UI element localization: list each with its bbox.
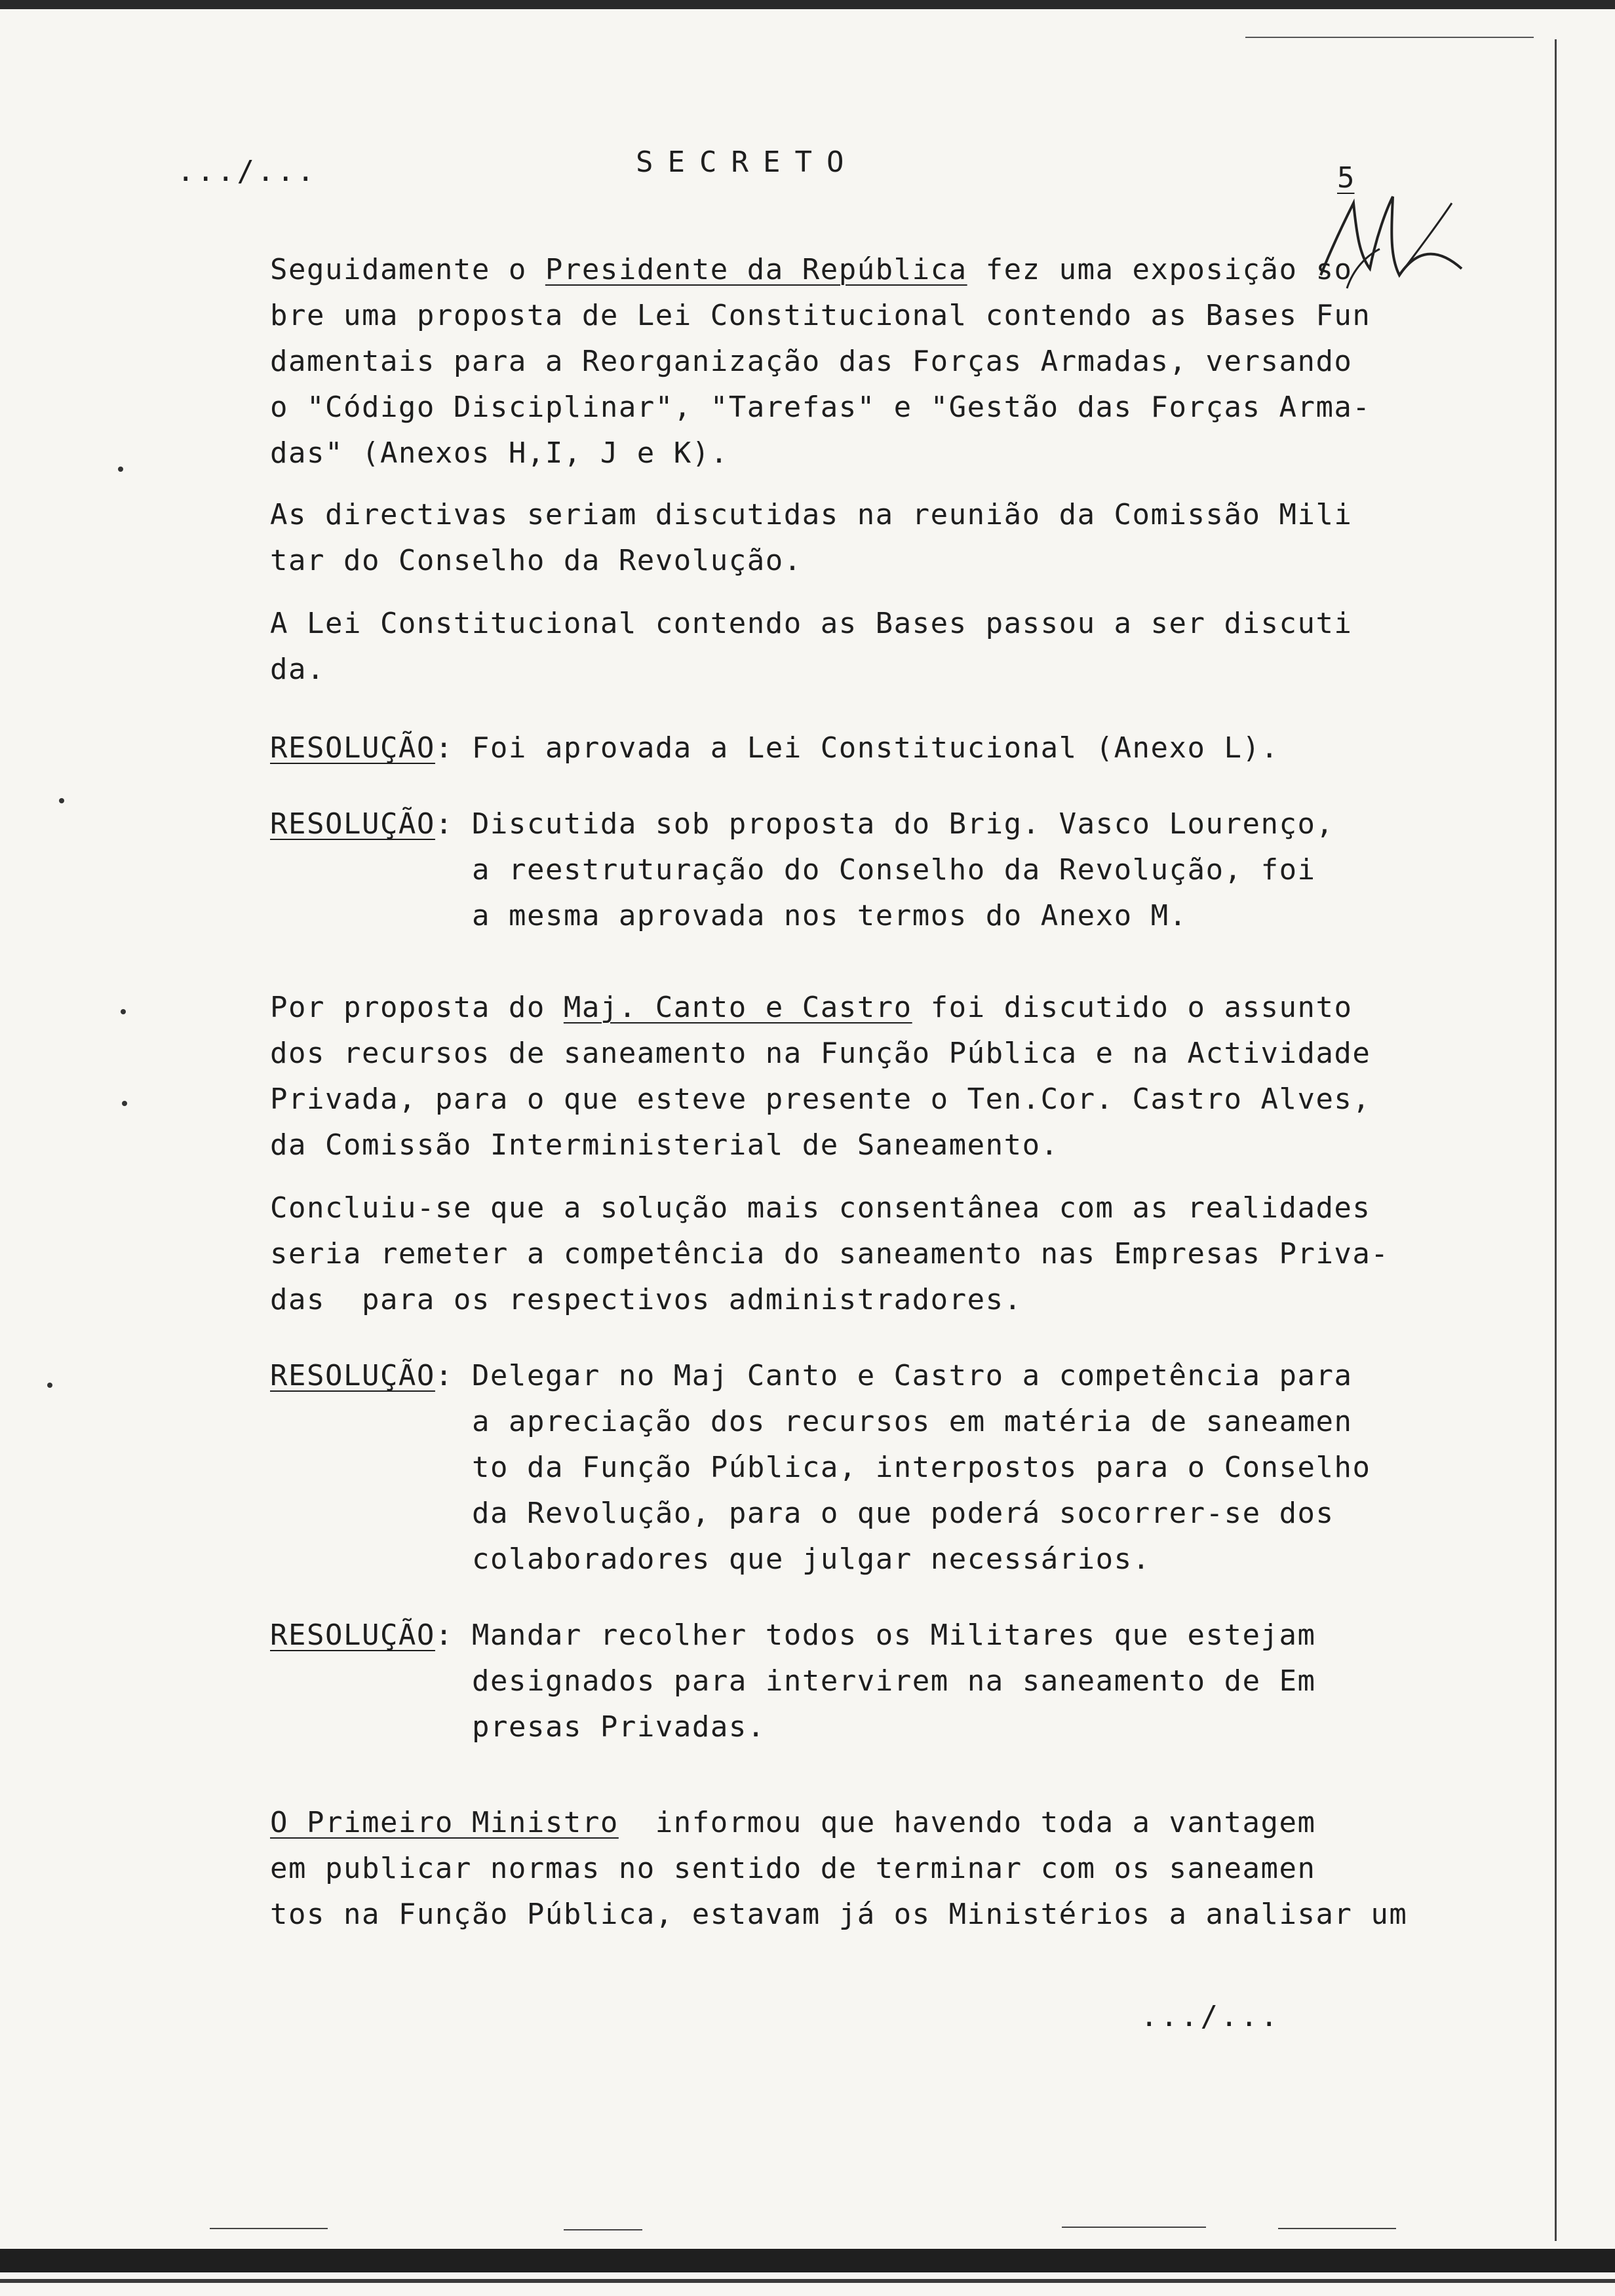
handwritten-initials	[1308, 177, 1465, 308]
text: foi discutido o assunto	[912, 991, 1353, 1024]
scan-border-bottom	[0, 2249, 1615, 2272]
paragraph-3-line-1: A Lei Constitucional contendo as Bases passou a ser discuti	[270, 607, 1353, 640]
paragraph-4-line-1	[270, 991, 1352, 1024]
paragraph-4-line-3: Privada, para o que esteve presente o Ten.Cor. Castro Alves,	[270, 1082, 1371, 1116]
paragraph-6-line-2: em publicar normas no sentido de terminar com os saneamen	[270, 1852, 1316, 1885]
paragraph-6-line-1	[270, 1806, 1315, 1839]
scan-rule	[564, 2229, 642, 2230]
primeiro-ministro-underline: O Primeiro Ministro	[270, 1806, 619, 1839]
resolution-1: RESOLUÇÃO: Foi aprovada a Lei Constitucional (Anexo L).	[270, 731, 1279, 765]
scan-rule	[210, 2228, 328, 2229]
resolution-3-line-5: colaboradores que julgar necessários.	[472, 1542, 1151, 1576]
page-number: 5	[1337, 161, 1355, 195]
resolution-text: Foi aprovada a Lei Constitucional (Anexo L).	[471, 731, 1279, 765]
paragraph-1-line-3: damentais para a Reorganização das Forças Armadas, versando	[270, 345, 1353, 378]
paragraph-2-line-1: As directivas seriam discutidas na reunião da Comissão Mili	[270, 498, 1353, 531]
text: Seguidamente o	[270, 253, 545, 286]
scan-border-bottom-thin	[0, 2279, 1615, 2283]
resolution-3-line-4: da Revolução, para o que poderá socorrer-se dos	[472, 1497, 1334, 1530]
paragraph-1-line-2: bre uma proposta de Lei Constitucional contendo as Bases Fun	[270, 299, 1371, 332]
resolution-text: Delegar no Maj Canto e Castro a competência para	[471, 1359, 1353, 1392]
maj-canto-underline: Maj. Canto e Castro	[563, 991, 912, 1024]
resolution-text: Discutida sob proposta do Brig. Vasco Lourenço,	[471, 807, 1334, 841]
resolution-label: RESOLUÇÃO	[270, 731, 435, 765]
resolution-text: Mandar recolher todos os Militares que estejam	[471, 1618, 1316, 1652]
scan-rule	[1278, 2228, 1396, 2229]
scan-border-right	[1555, 39, 1557, 2241]
text: Por proposta do	[270, 991, 564, 1024]
resolution-label: RESOLUÇÃO	[270, 1359, 435, 1392]
resolution-label: RESOLUÇÃO	[270, 1618, 435, 1652]
resolution-label: RESOLUÇÃO	[270, 807, 435, 841]
resolution-4: RESOLUÇÃO: Mandar recolher todos os Militares que estejam	[270, 1618, 1316, 1652]
paragraph-5-line-3: das para os respectivos administradores.	[270, 1283, 1022, 1316]
top-rule	[1245, 37, 1534, 38]
scan-speck	[121, 1009, 126, 1014]
resolution-2-line-3: a mesma aprovada nos termos do Anexo M.	[472, 899, 1188, 932]
continuation-marker-top: .../...	[177, 155, 317, 188]
paragraph-2-line-2: tar do Conselho da Revolução.	[270, 544, 802, 577]
paragraph-4-line-4: da Comissão Interministerial de Saneamento.	[270, 1128, 1059, 1162]
scan-border-top	[0, 0, 1615, 9]
paragraph-3-line-2: da.	[270, 653, 325, 686]
paragraph-1-line-4: o "Código Disciplinar", "Tarefas" e "Gestão das Forças Arma-	[270, 391, 1371, 424]
resolution-4-line-3: presas Privadas.	[472, 1710, 766, 1744]
text: fez uma exposição so	[967, 253, 1353, 286]
scan-speck	[122, 1101, 127, 1106]
scan-speck	[47, 1383, 52, 1388]
scan-speck	[118, 467, 123, 472]
paragraph-6-line-3: tos na Função Pública, estavam já os Ministérios a analisar um	[270, 1898, 1408, 1931]
paragraph-4-line-2: dos recursos de saneamento na Função Pública e na Actividade	[270, 1037, 1371, 1070]
resolution-2-line-2: a reestruturação do Conselho da Revolução, foi	[472, 853, 1316, 887]
scan-rule	[1062, 2227, 1206, 2228]
resolution-3: RESOLUÇÃO: Delegar no Maj Canto e Castro a competência para	[270, 1359, 1353, 1392]
paragraph-1-line-1	[270, 253, 1352, 286]
resolution-3-line-3: to da Função Pública, interpostos para o Conselho	[472, 1451, 1371, 1484]
paragraph-5-line-2: seria remeter a competência do saneamento nas Empresas Priva-	[270, 1237, 1390, 1271]
resolution-2: RESOLUÇÃO: Discutida sob proposta do Brig. Vasco Lourenço,	[270, 807, 1334, 841]
scan-speck	[59, 798, 64, 803]
presidente-underline: Presidente da República	[545, 253, 967, 286]
text: informou que havendo toda a vantagem	[618, 1806, 1316, 1839]
paragraph-5-line-1: Concluiu-se que a solução mais consentânea com as realidades	[270, 1191, 1371, 1225]
paragraph-1-line-5: das" (Anexos H,I, J e K).	[270, 436, 729, 470]
continuation-marker-bottom: .../...	[1140, 2000, 1281, 2033]
classification-heading: SECRETO	[636, 145, 859, 179]
resolution-3-line-2: a apreciação dos recursos em matéria de saneamen	[472, 1405, 1353, 1438]
resolution-4-line-2: designados para intervirem na saneamento de Em	[472, 1664, 1316, 1698]
